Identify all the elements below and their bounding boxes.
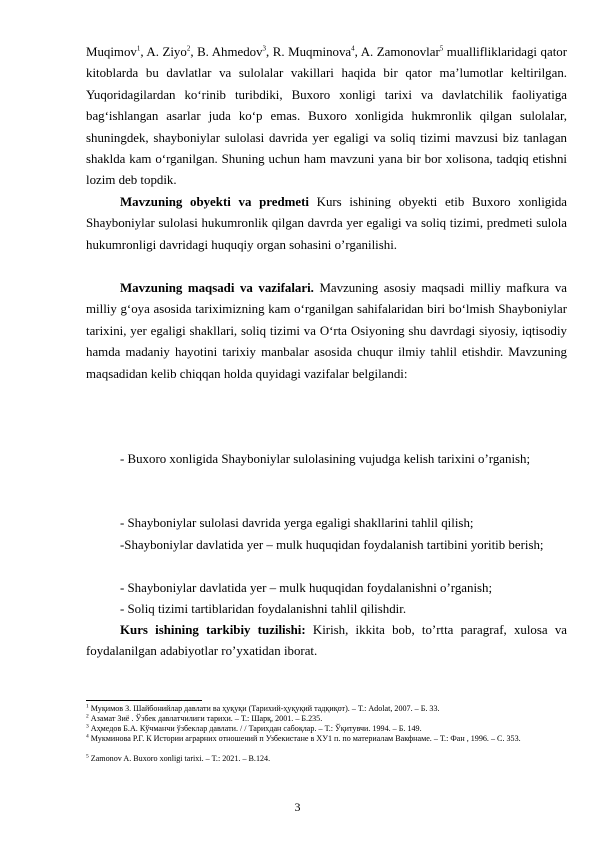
footnote-ref-1: 1 <box>136 44 141 53</box>
task-item: - Shayboniylar davlatida yer – mulk huquqidan foydalanishni o’rganish; <box>120 581 493 595</box>
task-item: - Soliq tizimi tartiblaridan foydalanishni tahlil qilishdir. <box>120 602 407 616</box>
object-paragraph <box>86 192 567 256</box>
footnote-1: $^1$ Муқимов З. Шайбонийлар давлати ва ҳуқуқи (Тарихий-ҳуқуқий тадқиқот). – Т.: Adolat, 2007. – Б. 33. <box>86 703 440 713</box>
intro-text: muallifliklaridagi qator kitoblarda bu davlatlar va sulolalar vakillari haqida bir qator ma’lumotlar keltirilgan. Yuqoridagilardan ko‘rinib turibdiki, Buxoro xonligi tarixi va davlatchilik faoliyatiga bag‘ishlangan asarlar juda ko‘p emas. Buxoro xonligida hukmronlik qilgan sulolalar, shuningdek, shayboniylar sulolasi davrida yer egaligi va soliq tizimi mavzusi biz tanlagan shaklda kam o‘rganilgan. Shuning uchun ham mavzuni yana bir bor xolisona, tadqiq etishni lozim deb topdik. <box>86 45 568 188</box>
task-item: -Shayboniylar davlatida yer – mulk huquqidan foydalanish tartibini yoritib berish; <box>120 538 544 552</box>
task-item: - Buxoro xonligida Shayboniylar sulolasining vujudga kelish tarixini o’rganish; <box>120 452 531 466</box>
task-item: - Shayboniylar sulolasi davrida yerga egaligi shakllarini tahlil qilish; <box>120 516 474 530</box>
footnote-divider <box>86 700 202 701</box>
page-number: 3 <box>294 800 301 814</box>
goals-heading: Mavzuning maqsadi va vazifalari. <box>120 281 314 295</box>
object-text: Kurs ishining obyekti etib Buxoro xonligida Shayboniylar sulolasi hukumronlik qilgan davrda yer egaligi va soliq tizimi, predmeti sulola hukumronligi davridagi huquqiy organ sohasini o’rganilishi. <box>86 195 567 252</box>
footnote-2: $^2$ Азамат Зиё . Ўзбек давлатчилиги тарихи. – Т.: Шарқ, 2001. – Б.235. <box>86 713 323 723</box>
footnote-4: $^4$ Мукминова Р.Г. К Истории аграрних отношений п Узбекистане в ХУ1 п. по материалам Вакфнаме. – Т.: Фан , 1996. – С. 353. <box>86 733 521 743</box>
footnote-ref-5: 5 <box>439 44 444 53</box>
structure-paragraph <box>86 620 567 663</box>
intro-paragraph <box>86 42 567 192</box>
author-2: A. Ziyo$^2$, <box>146 44 198 59</box>
footnote-ref-4: 4 <box>351 44 355 53</box>
structure-text: Kirish, ikkita bob, to’rtta paragraf, xulosa va foydalanilgan adabiyotlar ro’yxatidan iborat. <box>86 623 567 659</box>
goals-text: Mavzuning asosiy maqsadi milliy mafkura va milliy g‘oya asosida tariximizning kam o‘rganilgan sahifalaridan biri bo‘lmish Shayboniylar tarixini, yer egaligi shakllari, soliq tizimi va O‘rta Osiyoning shu davrdagi siyosiy, iqtisodiy hamda madaniy hayotini tarixiy manbalar asosida chuqur ilmiy tahlil etishdir. Mavzuning maqsadidan kelib chiqqan holda quyidagi vazifalar belgilandi: <box>86 281 567 381</box>
footnote-ref-3: 3 <box>262 44 267 53</box>
goals-paragraph <box>86 278 567 385</box>
footnote-ref-2: 2 <box>186 44 191 53</box>
footnote-5: $^5$ Zamonov A. Buxoro xonligi tarixi. – T.: 2021. – B.124. <box>86 753 271 763</box>
structure-heading: Kurs ishining tarkibiy tuzilishi: <box>120 623 306 637</box>
object-heading: Mavzuning obyekti va predmeti <box>120 195 309 209</box>
author-1: Muqimov$^1$, <box>86 44 147 59</box>
footnote-3: $^3$ Аҳмедов Б.А. Кўчманчи ўзбеклар давлати. / / Тарихдан сабоқлар. – Т.: Ўқитувчи. 1994. – Б. 149. <box>86 723 422 733</box>
author-5: A. Zamonovlar$^5$ <box>360 44 444 59</box>
author-3: B. Ahmedov$^3$, <box>197 44 273 59</box>
author-4: R. Muqminova$^4$, <box>272 44 361 59</box>
